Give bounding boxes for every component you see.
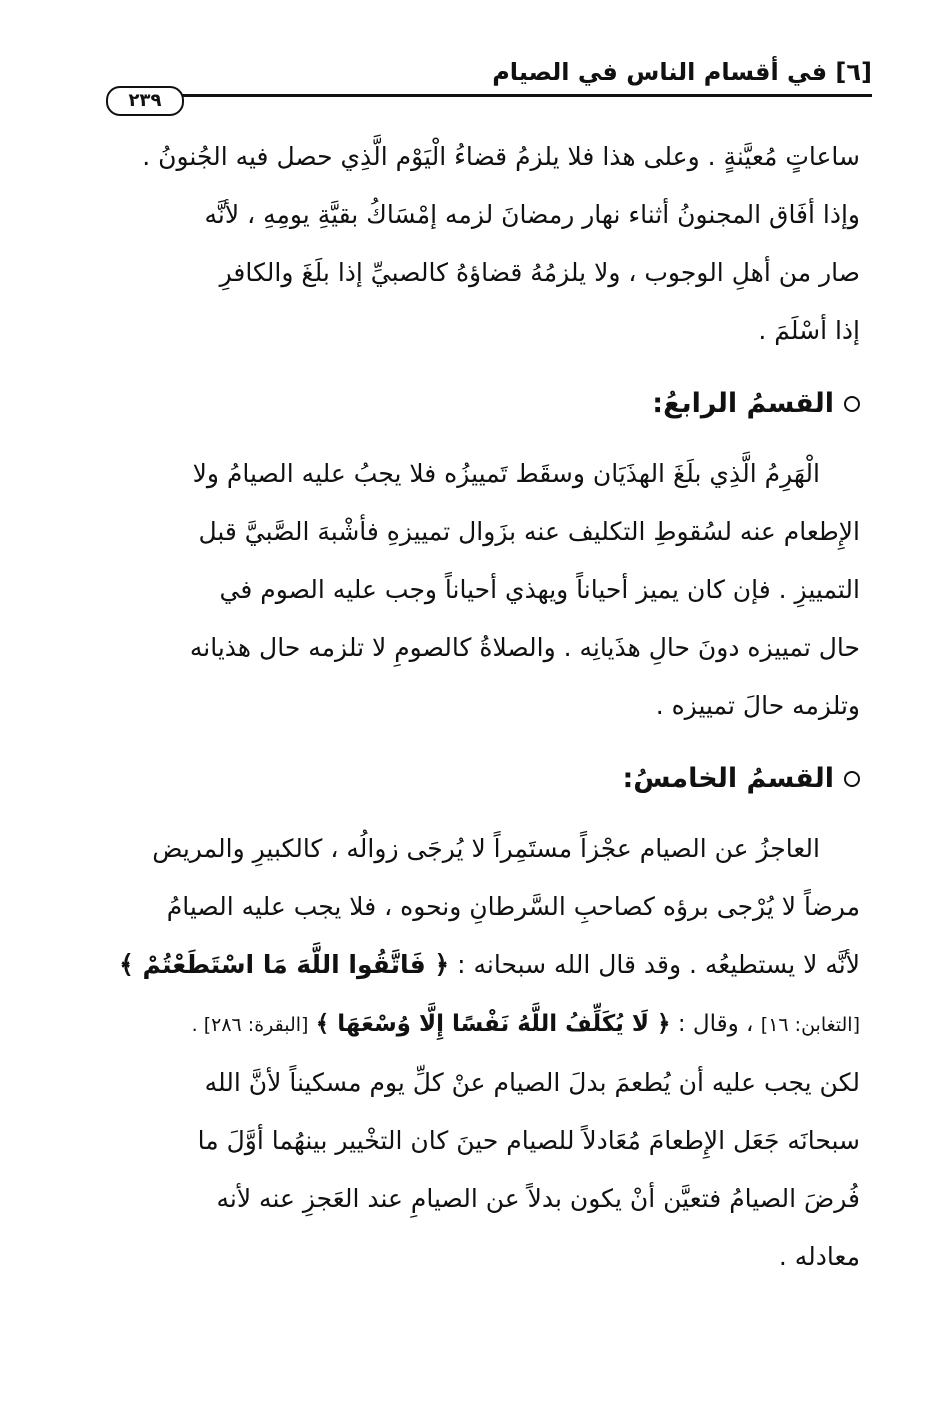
text-line: لأنَّه لا يستطيعُه . وقد قال الله سبحانه : bbox=[457, 950, 860, 979]
header-title: [٦] في أقسام الناس في الصيام bbox=[492, 58, 872, 86]
text-fragment: ، وقال : bbox=[677, 1011, 754, 1037]
verse-reference: [التغابن: ١٦] bbox=[760, 1014, 860, 1036]
page-header bbox=[92, 58, 872, 111]
quran-verse: ﴿ لَا يُكَلِّفُ اللَّهُ نَفْسًا إِلَّا وُسْعَهَا ﴾ bbox=[315, 1011, 671, 1037]
text-line: وإذا أفَاق المجنونُ أثناء نهار رمضانَ لزمه إمْسَاكُ بقيَّةِ يومِهِ ، لأنَّه bbox=[204, 200, 860, 229]
text-line: لكن يجب عليه أن يُطعمَ بدلَ الصيام عنْ كلِّ يوم مسكيناً لأنَّ الله bbox=[204, 1068, 860, 1097]
section-heading-fifth bbox=[105, 763, 860, 794]
text-line: مرضاً لا يُرْجى برؤه كصاحبِ السَّرطانِ ونحوه ، فلا يجب عليه الصيامُ bbox=[166, 892, 860, 921]
text-line: معادله . bbox=[778, 1242, 860, 1271]
paragraph bbox=[105, 128, 860, 360]
text-line: صار من أهلِ الوجوب ، ولا يلزمُهُ قضاؤهُ كالصبيِّ إذا بلَغَ والكافرِ bbox=[219, 258, 860, 287]
text-line: فُرضَ الصيامُ فتعيَّن أنْ يكون بدلاً عن الصيامِ عند العَجزِ عنه لأنه bbox=[216, 1184, 860, 1213]
verse-reference: [البقرة: ٢٨٦] . bbox=[191, 1014, 309, 1036]
text-line: الْهَرِمُ الَّذِي بلَغَ الهذَيَان وسقَط تَمييزُه فلا يجبُ عليه الصيامُ ولا bbox=[192, 459, 820, 488]
text-line: إذا أسْلَمَ . bbox=[758, 316, 860, 345]
text-line: حال تمييزه دونَ حالِ هذَيانِه . والصلاةُ كالصومِ لا تلزمه حال هذيانه bbox=[189, 633, 860, 662]
text-line: التمييزِ . فإن كان يميز أحياناً ويهذي أحياناً وجب عليه الصوم في bbox=[219, 575, 860, 604]
section-heading-text: القسمُ الرابعُ: bbox=[652, 388, 834, 419]
page-number-badge: ٢٣٩ bbox=[106, 86, 184, 116]
paragraph bbox=[105, 820, 860, 1286]
text-line: سبحانَه جَعَل الإِطعامَ مُعَادلاً للصيام حينَ كان التخْيير بينهُما أوَّلَ ما bbox=[197, 1126, 860, 1155]
text-line: وتلزمه حالَ تمييزه . bbox=[655, 691, 860, 720]
circle-bullet-icon bbox=[844, 396, 860, 412]
paragraph bbox=[105, 445, 860, 735]
header-rule bbox=[170, 94, 872, 97]
quran-verse: ﴿ فَاتَّقُوا اللَّهَ مَا اسْتَطَعْتُمْ ﴾ bbox=[119, 950, 450, 979]
text-line: ساعاتٍ مُعيَّنةٍ . وعلى هذا فلا يلزمُ قضاءُ الْيَوْم الَّذِي حصل فيه الجُنونُ . bbox=[142, 142, 860, 171]
section-heading-fourth bbox=[105, 388, 860, 419]
text-line: الإِطعام عنه لسُقوطِ التكليف عنه بزَوال تمييزهِ فأشْبهَ الصَّبيَّ قبل bbox=[198, 517, 860, 546]
page-body bbox=[105, 128, 860, 1286]
text-line: العاجزُ عن الصيام عجْزاً مستَمِراً لا يُرجَى زوالُه ، كالكبيرِ والمريض bbox=[152, 834, 820, 863]
circle-bullet-icon bbox=[844, 771, 860, 787]
section-heading-text: القسمُ الخامسُ: bbox=[622, 763, 834, 794]
